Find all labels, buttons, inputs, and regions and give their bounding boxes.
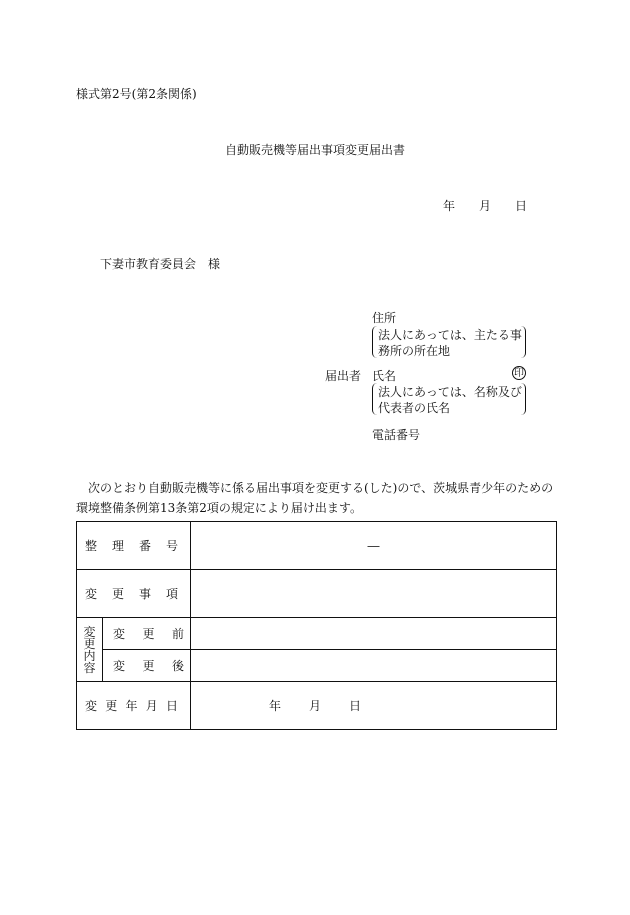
table-row-before (77, 618, 557, 650)
change-date-label: 変 更 年 月 日 (77, 682, 191, 730)
notifier-label: 届出者 (325, 369, 362, 383)
phone-label: 電話番号 (372, 428, 421, 442)
after-label: 変 更 後 (103, 650, 191, 682)
document-title: 自動販売機等届出事項変更届出書 (224, 143, 405, 157)
management-number-label: 整 理 番 号 (77, 522, 191, 570)
table-row-management-number (77, 522, 557, 570)
seal-icon: 印 (514, 368, 524, 379)
name-note-line1: 法人にあっては、名称及び (378, 385, 522, 399)
table-row-after (77, 650, 557, 682)
address-note-line1: 法人にあっては、主たる事 (378, 328, 522, 342)
intro-text (76, 478, 556, 518)
address-note-line2: 務所の所在地 (378, 344, 451, 358)
change-item-label: 変 更 事 項 (77, 570, 191, 618)
address-label: 住所 (372, 311, 397, 325)
date-year-label: 年 (443, 199, 456, 213)
change-date-value[interactable]: 年 月 日 (191, 682, 557, 730)
submission-date (443, 197, 527, 214)
intro-line1: 次のとおり自動販売機等に係る届出事項を変更する(した)ので、茨城県青少年のための (88, 481, 554, 495)
change-item-value[interactable] (191, 570, 557, 618)
date-month-label: 月 (479, 199, 492, 213)
after-value[interactable] (191, 650, 557, 682)
addressee: 下妻市教育委員会 様 (100, 257, 221, 271)
form-number: 様式第2号(第2条関係) (76, 87, 197, 101)
table-row-change-date (77, 682, 557, 730)
name-note-line2: 代表者の氏名 (378, 401, 451, 415)
change-content-label: 変 更 内 容 (77, 618, 103, 682)
address-note-bracket (372, 326, 526, 358)
intro-line2: 環境整備条例第13条第2項の規定により届け出ます。 (76, 501, 362, 515)
change-form-table (76, 521, 557, 730)
before-label: 変 更 前 (103, 618, 191, 650)
date-day-label: 日 (515, 199, 528, 213)
name-note-bracket (372, 383, 526, 415)
table-row-change-item (77, 570, 557, 618)
name-label: 氏名 (372, 369, 397, 383)
management-number-value[interactable]: ― (191, 522, 557, 570)
before-value[interactable] (191, 618, 557, 650)
